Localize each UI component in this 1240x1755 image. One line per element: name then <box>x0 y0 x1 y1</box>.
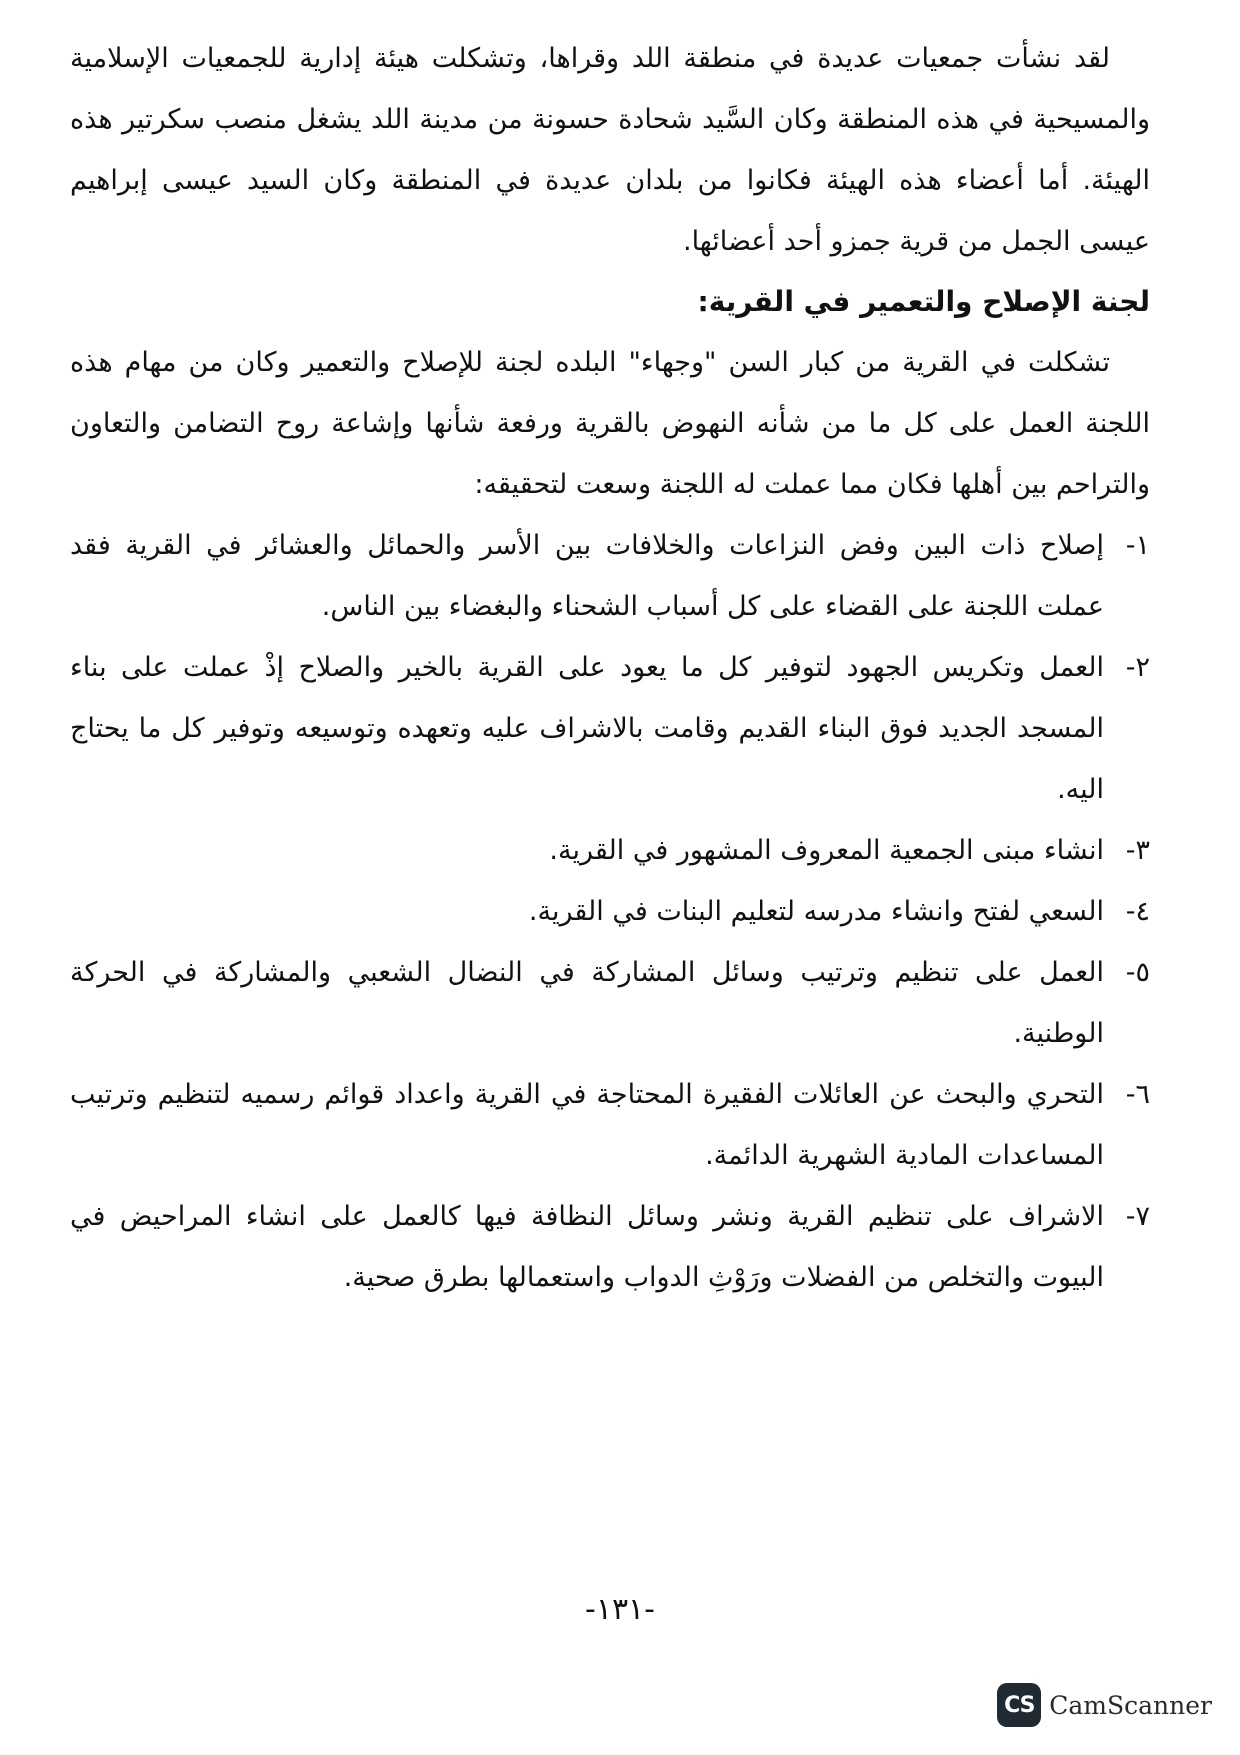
list-item-text: السعي لفتح وانشاء مدرسه لتعليم البنات في القرية. <box>528 896 1104 927</box>
list-item-number: ٤- <box>1125 896 1150 927</box>
camscanner-logo-icon: CS <box>997 1683 1041 1727</box>
intro-paragraph: لقد نشأت جمعيات عديدة في منطقة اللد وقراها، وتشكلت هيئة إدارية للجمعيات الإسلامية والمسيحية في هذه المنطقة وكان السَّيد شحادة حسونة من مدينة اللد يشغل منصب سكرتير هذه الهيئة. أما أعضاء هذه الهيئة فكانوا من بلدان عديدة في المنطقة وكان السيد عيسى إبراهيم عيسى الجمل من قرية جمزو أحد أعضائها. <box>70 43 1150 257</box>
list-item-number: ٣- <box>1125 835 1150 866</box>
list-item-number: ٢- <box>1125 652 1150 683</box>
document-page <box>70 28 1150 1308</box>
list-item <box>70 942 1150 1064</box>
list-item-text: الاشراف على تنظيم القرية ونشر وسائل النظافة فيها كالعمل على انشاء المراحيض في البيوت والتخلص من الفضلات ورَوْثِ الدواب واستعمالها بطرق صحية. <box>70 1201 1104 1293</box>
list-item-number: ٦- <box>1125 1079 1150 1110</box>
list-item-text: التحري والبحث عن العائلات الفقيرة المحتاجة في القرية واعداد قوائم رسميه لتنظيم وترتيب المساعدات المادية الشهرية الدائمة. <box>70 1079 1104 1171</box>
numbered-list <box>70 515 1150 1308</box>
list-item <box>70 820 1150 881</box>
list-item <box>70 881 1150 942</box>
section-paragraph: تشكلت في القرية من كبار السن "وجهاء" البلده لجنة للإصلاح والتعمير وكان من مهام هذه اللجنة العمل على كل ما من شأنه النهوض بالقرية ورفعة شأنها وإشاعة روح التضامن والتعاون والتراحم بين أهلها فكان مما عملت له اللجنة وسعت لتحقيقه: <box>70 347 1150 500</box>
list-item <box>70 515 1150 637</box>
camscanner-watermark <box>997 1683 1212 1727</box>
list-item-text: انشاء مبنى الجمعية المعروف المشهور في القرية. <box>549 835 1104 866</box>
list-item <box>70 637 1150 820</box>
list-item-text: العمل وتكريس الجهود لتوفير كل ما يعود على القرية بالخير والصلاح إذْ عملت على بناء المسجد الجديد فوق البناء القديم وقامت بالاشراف عليه وتعهده وتوسيعه وتوفير كل ما يحتاج اليه. <box>70 652 1104 805</box>
list-item <box>70 1064 1150 1186</box>
list-item-number: ٥- <box>1125 957 1150 988</box>
page-number: -١٣١- <box>585 1592 655 1627</box>
list-item-number: ١- <box>1125 530 1150 561</box>
watermark-brand: CamScanner <box>1049 1690 1212 1720</box>
list-item-text: إصلاح ذات البين وفض النزاعات والخلافات بين الأسر والحمائل والعشائر في القرية فقد عملت اللجنة على القضاء على كل أسباب الشحناء والبغضاء بين الناس. <box>70 530 1104 622</box>
list-item-text: العمل على تنظيم وترتيب وسائل المشاركة في النضال الشعبي والمشاركة في الحركة الوطنية. <box>70 957 1104 1049</box>
list-item-number: ٧- <box>1125 1201 1150 1232</box>
section-heading: لجنة الإصلاح والتعمير في القرية: <box>697 285 1150 318</box>
list-item <box>70 1186 1150 1308</box>
